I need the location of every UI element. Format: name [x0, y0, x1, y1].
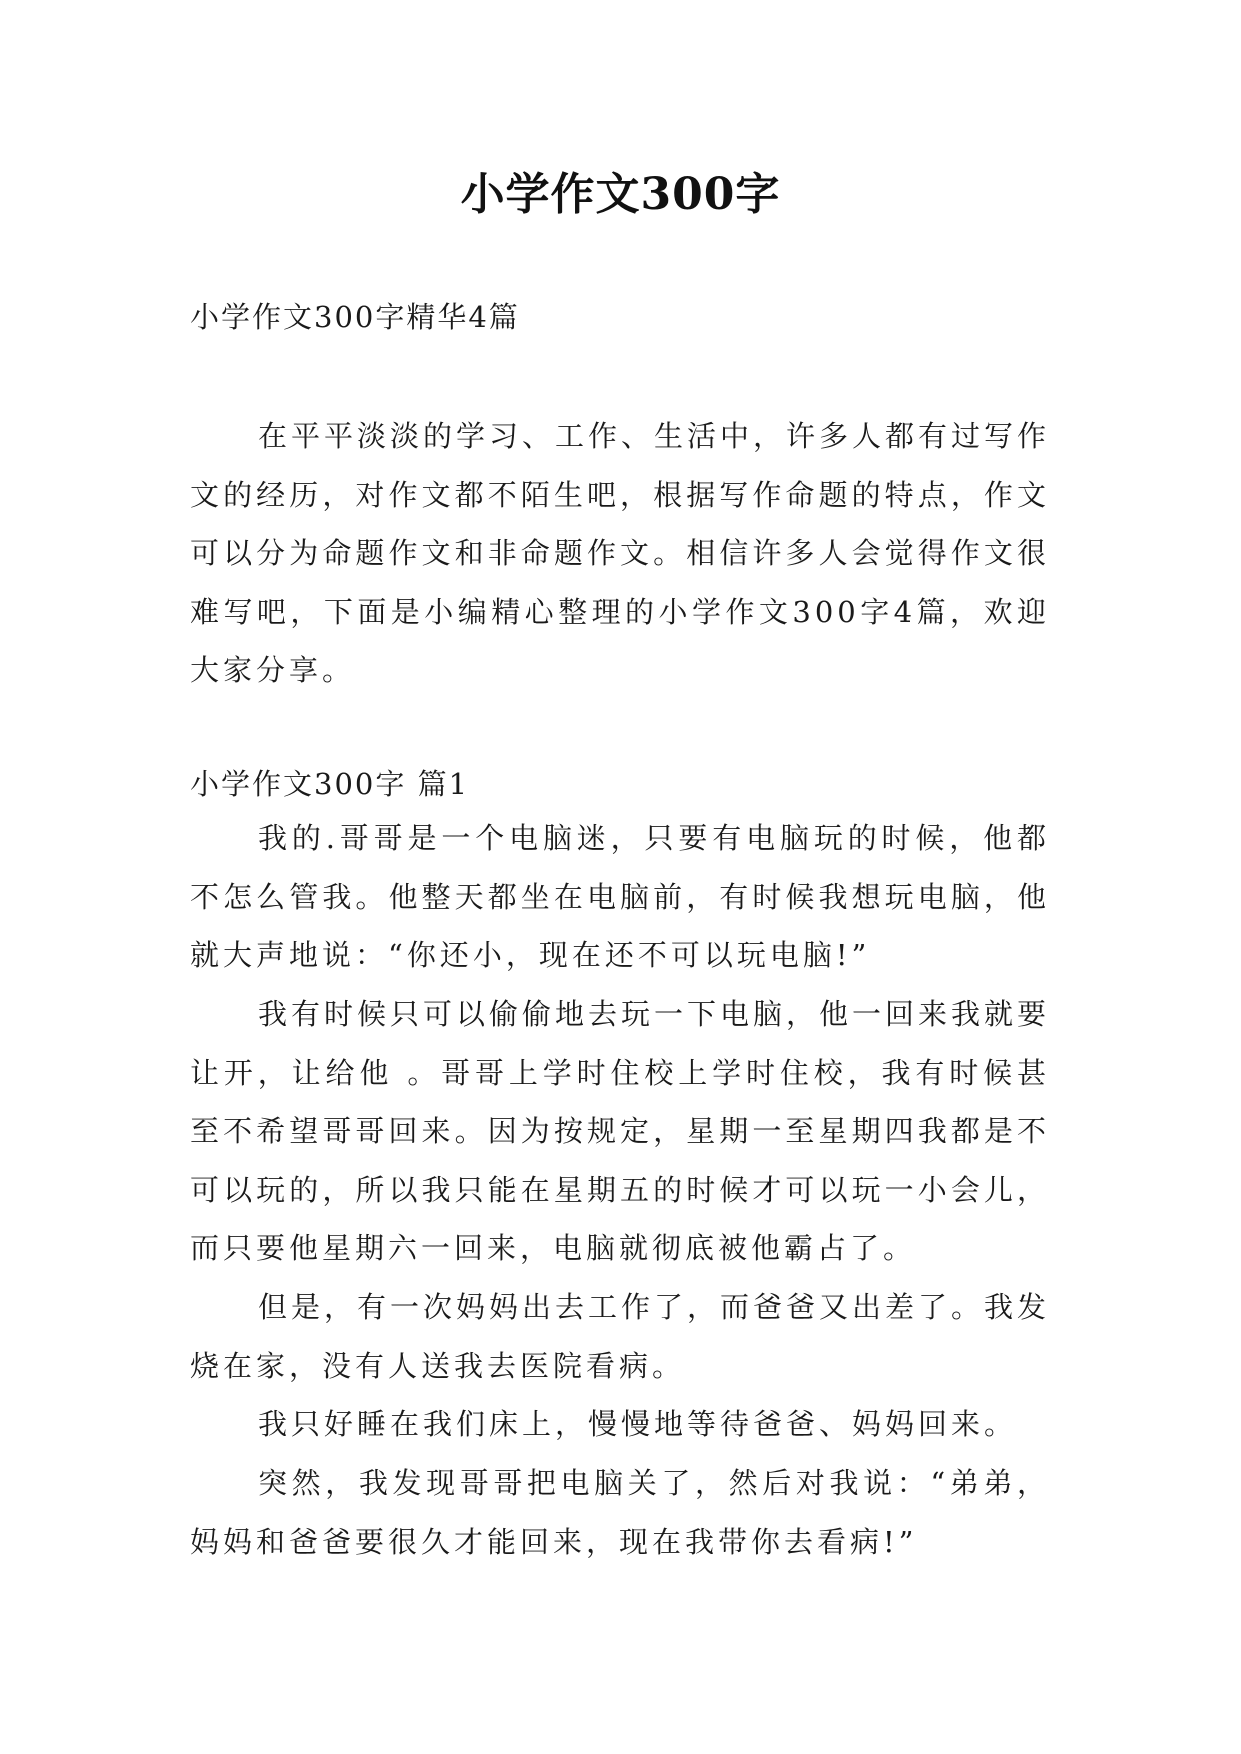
body-paragraph: 我有时候只可以偷偷地去玩一下电脑，他一回来我就要让开，让给他 。哥哥上学时住校上学时住校，我有时候甚至不希望哥哥回来。因为按规定，星期一至星期四我都是不可以玩的，所以我只能在星期五的时候才可以玩一小会儿，而只要他星期六一回来，电脑就彻底被他霸占了。 — [190, 997, 1051, 1265]
intro-paragraph: 在平平淡淡的学习、工作、生活中，许多人都有过写作文的经历，对作文都不陌生吧，根据写作命题的特点，作文可以分为命题作文和非命题作文。相信许多人会觉得作文很难写吧，下面是小编精心整理的小学作文300字4篇，欢迎大家分享。 — [190, 419, 1051, 687]
body-paragraph: 但是，有一次妈妈出去工作了，而爸爸又出差了。我发烧在家，没有人送我去医院看病。 — [190, 1290, 1051, 1383]
document-title: 小学作文300字 — [460, 169, 781, 220]
body-paragraph: 我的.哥哥是一个电脑迷，只要有电脑玩的时候，他都不怎么管我。他整天都坐在电脑前，有时候我想玩电脑，他就大声地说：“你还小，现在还不可以玩电脑!” — [190, 821, 1050, 972]
body-paragraph: 突然，我发现哥哥把电脑关了，然后对我说：“弟弟，妈妈和爸爸要很久才能回来，现在我带你去看病!” — [190, 1466, 1050, 1559]
document-subtitle: 小学作文300字精华4篇 — [190, 300, 520, 334]
body-paragraph: 我只好睡在我们床上，慢慢地等待爸爸、妈妈回来。 — [258, 1407, 1018, 1441]
section-heading: 小学作文300字 篇1 — [190, 767, 470, 801]
